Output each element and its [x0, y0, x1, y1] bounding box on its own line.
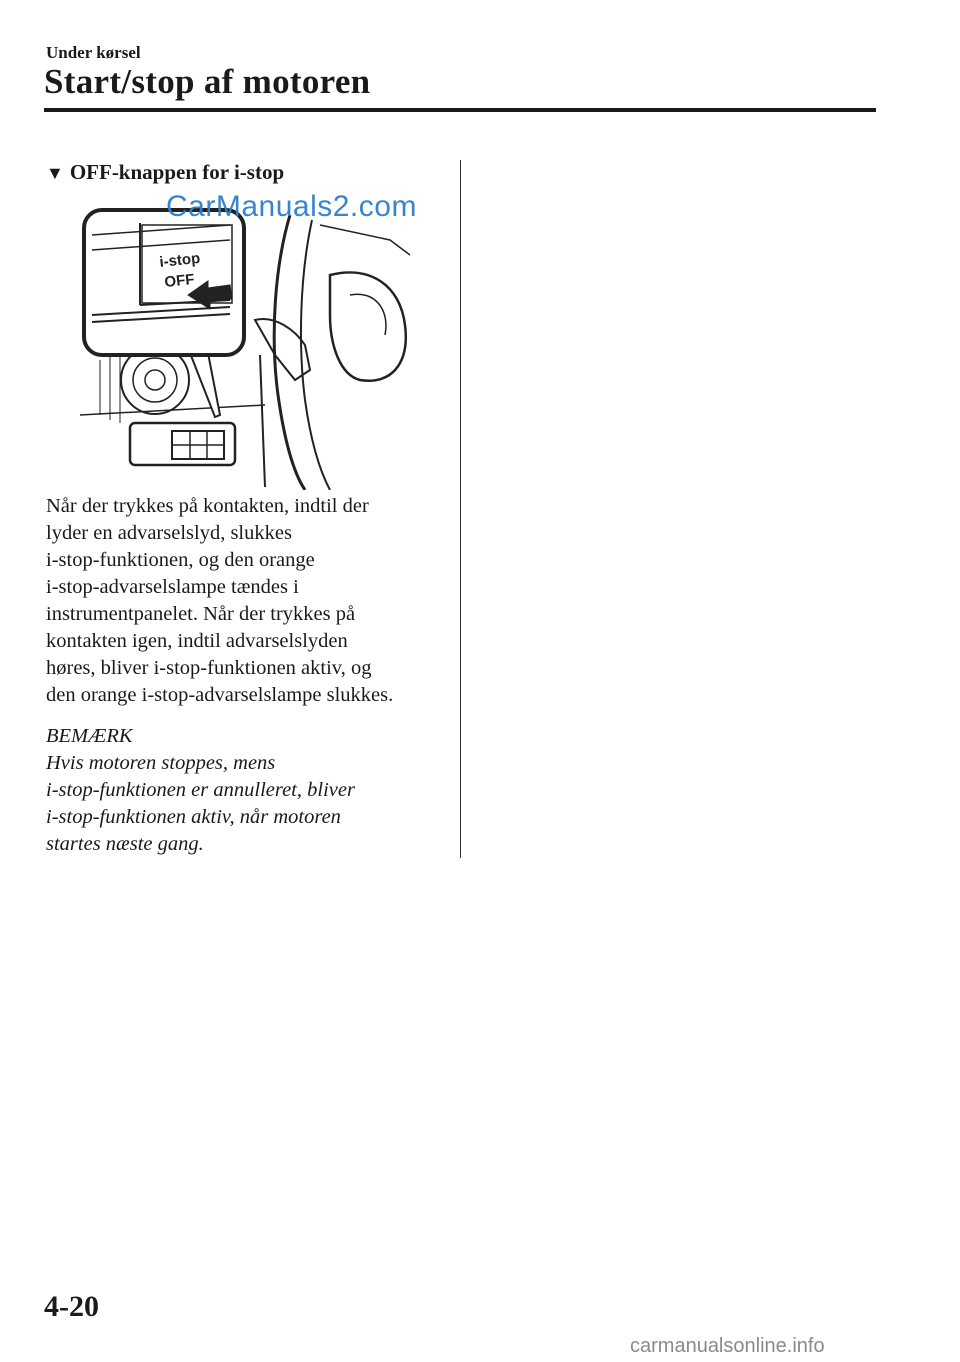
body-line: i-stop-funktionen, og den orange [46, 549, 315, 571]
watermark-bottom: carmanualsonline.info [630, 1335, 825, 1357]
body-line: lyder en advarselslyd, slukkes [46, 522, 292, 544]
page-title: Start/stop af motoren [44, 62, 371, 101]
istop-off-button-illustration [80, 195, 420, 490]
chapter-label: Under kørsel [46, 43, 141, 62]
note-line: startes næste gang. [46, 833, 204, 855]
button-label-off: OFF [163, 270, 196, 291]
note-label: BEMÆRK [46, 725, 133, 747]
body-line: høres, bliver i-stop-funktionen aktiv, og [46, 657, 372, 679]
body-line: instrumentpanelet. Når der trykkes på [46, 603, 356, 625]
note-block [46, 723, 456, 858]
title-rule [44, 108, 876, 112]
section-heading-text: OFF-knappen for i-stop [69, 160, 285, 184]
watermark-top: CarManuals2.com [166, 190, 417, 223]
page-number: 4-20 [44, 1290, 99, 1323]
button-label-istop: i-stop [158, 249, 202, 271]
body-paragraph [46, 493, 456, 709]
body-line: den orange i-stop-advarselslampe slukkes. [46, 684, 394, 706]
section-heading [46, 160, 284, 185]
column-divider [460, 160, 461, 858]
note-line: i-stop-funktionen er annulleret, bliver [46, 779, 355, 801]
section-marker-icon: ▼ [46, 163, 64, 183]
note-line: Hvis motoren stoppes, mens [46, 752, 276, 774]
body-line: i-stop-advarselslampe tændes i [46, 576, 299, 598]
body-line: Når der trykkes på kontakten, indtil der [46, 495, 369, 517]
note-line: i-stop-funktionen aktiv, når motoren [46, 806, 341, 828]
body-line: kontakten igen, indtil advarselslyden [46, 630, 348, 652]
